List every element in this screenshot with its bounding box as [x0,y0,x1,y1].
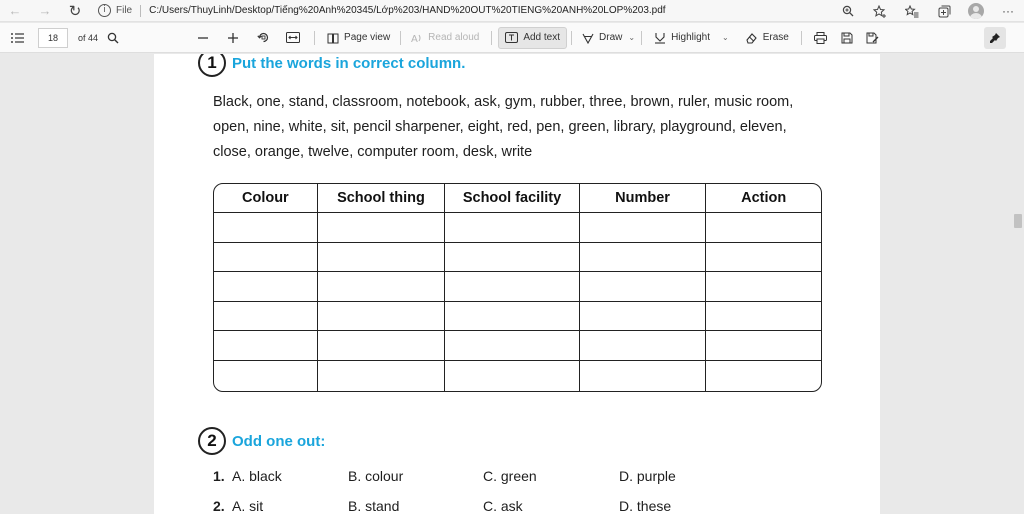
table-cell [445,272,580,302]
highlight-icon [654,32,666,44]
add-text-label: Add text [523,32,561,43]
table-cell [706,361,821,391]
section-title: Odd one out: [232,432,326,450]
table-cell [214,213,318,243]
section-number: 2 [198,427,226,455]
table-cell [580,272,707,302]
table-cell [706,243,821,273]
save-icon[interactable] [834,23,860,53]
table-row [214,213,821,243]
page-view-label: Page view [344,32,391,43]
column-header-school-thing: School thing [318,184,446,213]
table-cell [580,331,707,361]
add-favorite-icon[interactable] [864,0,896,22]
divider [641,31,642,45]
question-number: 1. [213,468,225,484]
option-b: B. colour [348,468,404,484]
add-text-icon [505,32,518,43]
draw-options-chevron-icon[interactable]: ⌄ [628,33,636,42]
page-view-button[interactable] [321,27,396,49]
address-bar [0,0,1024,22]
favorites-icon[interactable] [896,0,928,22]
draw-button[interactable] [576,27,628,49]
read-aloud-button[interactable] [405,27,485,49]
draw-label: Draw [599,32,623,43]
address-bar-actions [832,0,1024,22]
vertical-scrollbar-thumb[interactable] [1014,214,1022,228]
page-total: of 44 [78,32,99,43]
erase-button[interactable] [739,27,795,49]
word-list-line: open, nine, white, sit, pencil sharpener, eight, red, pen, green, library, playground, eleven, [213,119,787,135]
highlight-label: Highlight [671,32,710,43]
eraser-icon [745,32,758,44]
table-of-contents-icon[interactable] [0,23,34,53]
table-cell [445,302,580,332]
avatar [968,3,984,19]
table-cell [445,361,580,391]
add-text-button[interactable] [498,27,567,49]
fit-page-icon[interactable] [278,23,308,53]
more-menu-icon[interactable]: ··· [1002,4,1014,18]
section-2-header [198,427,325,455]
column-header-school-facility: School facility [445,184,580,213]
table-cell [580,213,707,243]
table-cell [318,272,446,302]
forward-icon[interactable]: → [38,3,52,18]
page-view-icon [327,32,339,44]
option-c: C. ask [483,498,523,514]
rotate-icon[interactable] [248,23,278,53]
table-cell [706,302,821,332]
divider [314,31,315,45]
pdf-page [154,54,880,514]
option-a: A. sit [232,498,264,514]
svg-text:A: A [411,33,419,44]
column-header-number: Number [580,184,707,213]
word-list [213,90,843,165]
section-1-header [198,54,465,77]
back-icon[interactable]: ← [8,3,22,18]
table-cell [706,272,821,302]
search-icon[interactable] [98,23,128,53]
table-cell [706,213,821,243]
read-aloud-icon [411,32,423,44]
file-label: File [116,5,133,16]
highlight-button[interactable] [648,27,716,49]
pdf-toolbar [0,23,1024,53]
option-d: D. these [619,498,672,514]
table-cell [318,331,446,361]
table-cell [214,331,318,361]
divider [400,31,401,45]
save-as-icon[interactable] [860,23,886,53]
print-icon[interactable] [808,23,834,53]
table-row [214,243,821,273]
option-d: D. purple [619,468,676,484]
reload-icon[interactable]: ↻ [68,2,82,20]
page-number-input[interactable]: 18 [38,28,68,48]
table-cell [580,302,707,332]
read-aloud-label: Read aloud [428,32,480,43]
table-cell [706,331,821,361]
word-list-line: close, orange, twelve, computer room, desk, write [213,144,533,160]
table-cell [318,302,446,332]
pdf-viewport[interactable] [0,54,1024,514]
info-icon[interactable]: i [98,4,111,17]
draw-icon [582,32,594,44]
table-row [214,302,821,332]
url-text[interactable]: C:/Users/ThuyLinh/Desktop/Tiếng%20Anh%20345/Lớp%203/HAND%20OUT%20TIENG%20ANH%20LOP%203.pdf [149,5,666,16]
zoom-out-icon[interactable] [188,23,218,53]
word-list-line: Black, one, stand, classroom, notebook, ask, gym, rubber, three, brown, ruler, music room, [213,94,794,110]
table-row [214,272,821,302]
table-cell [445,213,580,243]
table-row [214,361,821,391]
option-a: A. black [232,468,282,484]
table-cell [580,361,707,391]
table-cell [318,361,446,391]
column-header-action: Action [706,184,821,213]
table-cell [214,361,318,391]
divider [491,31,492,45]
divider [801,31,802,45]
collections-icon[interactable] [928,0,960,22]
sorting-table [213,183,822,392]
table-row [214,331,821,361]
table-cell [214,243,318,273]
table-cell [318,243,446,273]
divider [571,31,572,45]
zoom-in-icon[interactable] [218,23,248,53]
profile-avatar[interactable] [960,0,992,22]
option-b: B. stand [348,498,400,514]
erase-label: Erase [762,32,789,43]
table-cell [214,302,318,332]
table-header-row [214,184,821,213]
table-cell [318,213,446,243]
zoom-icon[interactable] [832,0,864,22]
divider [140,5,141,17]
table-cell [580,243,707,273]
column-header-colour: Colour [214,184,318,213]
option-c: C. green [483,468,537,484]
section-title: Put the words in correct column. [232,54,466,72]
table-cell [445,331,580,361]
table-cell [214,272,318,302]
table-cell [445,243,580,273]
question-number: 2. [213,498,225,514]
pin-toolbar-icon[interactable] [984,27,1006,49]
section-number: 1 [198,54,226,77]
highlight-options-chevron-icon[interactable]: ⌄ [722,33,729,42]
